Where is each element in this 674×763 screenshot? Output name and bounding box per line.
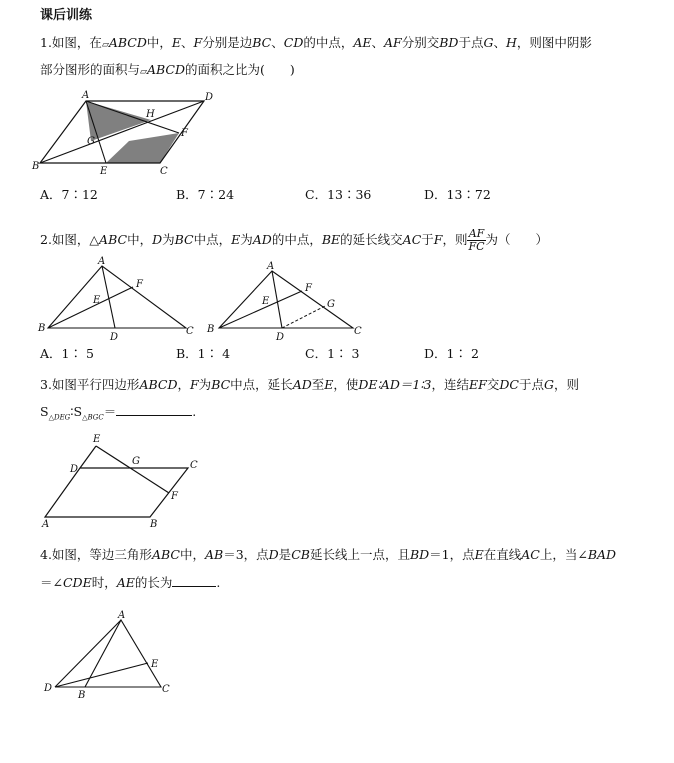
q1-label-f: F [181,128,188,139]
q2-option-a[interactable]: A．1∶ 5 [40,346,94,361]
q1-option-b[interactable]: B．7∶24 [176,187,235,202]
q1-label-d: D [205,92,214,103]
q2-fig1-label-f: F [136,279,143,290]
q4-triangle-abc [85,620,161,687]
q1-label-e: E [100,166,108,177]
q3-label-a: A [42,519,50,530]
q1-label-b: B [32,161,40,172]
q1-option-a[interactable]: A．7∶12 [40,187,98,202]
q2-fig2-label-g: G [327,299,335,310]
q1-label-h: H [146,109,155,120]
q3-label-d: D [70,464,79,475]
section-title: 课后训练 [40,8,93,23]
q4-line2: ＝∠CDE时，AE的长为 . [40,575,221,590]
q2-fig1-label-d: D [110,332,119,343]
q1-option-c[interactable]: C．13∶36 [305,187,372,202]
q4-segment-de [55,663,148,687]
q1-line2: 部分图形的面积与▱ABCD的面积之比为( ) [40,62,295,77]
q4-label-d: D [44,683,53,694]
q2-fig2-label-b: B [207,324,215,335]
q3-label-g: G [132,456,140,467]
q2-fig1-label-c: C [186,326,194,337]
q2-fig1-label-e: E [93,295,101,306]
q4-label-b: B [78,690,86,701]
q3-label-e: E [93,434,101,445]
q1-label-c: C [160,166,168,177]
q2-fig2-label-f: F [305,283,312,294]
q2-fig2-label-d: D [276,332,285,343]
q3-line2: $S_{\triangle DEG}∶S_{\triangle BGC}=$ . [40,404,197,422]
q2-fig1-label-b: B [38,323,46,334]
q3-label-f: F [171,491,178,502]
q2-fig2-label-e: E [262,296,270,307]
q3-label-b: B [150,519,158,530]
q4-label-e: E [151,659,159,670]
q2-line1: 2.如图，△ABC中，D为BC中点，E为AD的中点，BE的延长线交AC于F，则 $\frac{AF}{FC}$ 为（ ） [40,227,549,253]
q4-label-a: A [118,610,126,621]
q2-fig1-label-a: A [98,256,106,267]
q4-line1: 4.如图，等边三角形ABC中，AB＝3，点D是CB延长线上一点，且BD＝1，点E在直线AC上，当∠BAD [40,547,617,562]
q2-fig2-label-a: A [267,261,275,272]
q2-fraction: $\frac{AF}{FC}$ [468,227,485,253]
q2-fig2-label-c: C [354,326,362,337]
q2-option-d[interactable]: D．1∶ 2 [424,346,479,361]
q4-segment-ad [55,620,121,687]
q3-label-c: C [190,460,198,471]
q3-line1: 3.如图平行四边形ABCD，F为BC中点，延长AD至E，使DE∶AD＝1∶3，连结EF交DC于点G，则 [40,377,579,392]
q4-label-c: C [162,684,170,695]
q1-line1: 1.如图，在▱ABCD中，E、F分别是边BC、CD的中点，AE、AF分别交BD于点G、H，则图中阴影 [40,35,592,50]
q1-label-g: G [87,136,95,147]
q2-option-c[interactable]: C．1∶ 3 [305,346,360,361]
q1-option-d[interactable]: D．13∶72 [424,187,491,202]
q1-label-a: A [82,90,90,101]
q2-option-b[interactable]: B．1∶ 4 [176,346,231,361]
